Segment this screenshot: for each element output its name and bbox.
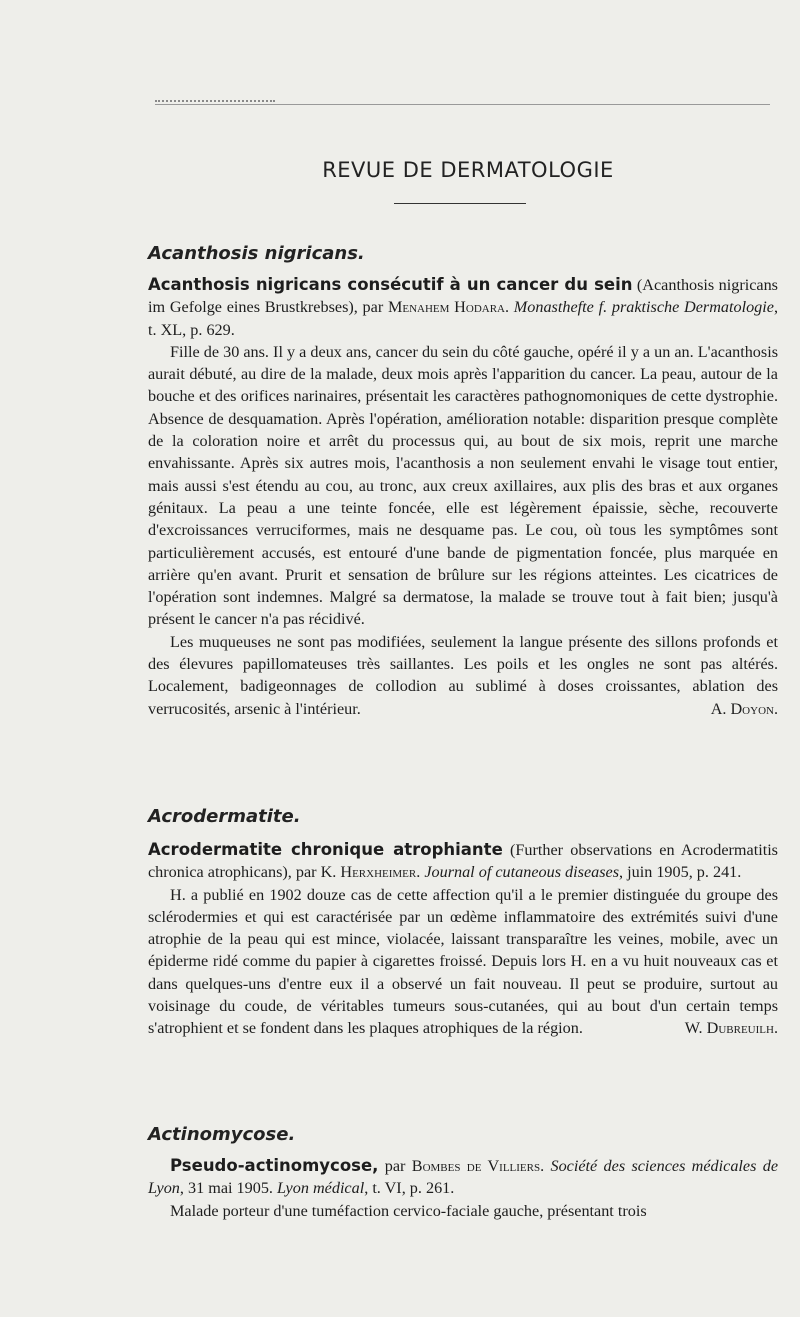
article-title: Acanthosis nigricans consécutif à un cancer du sein <box>148 275 633 294</box>
article-author: Menahem Hodara <box>387 298 505 317</box>
article-signature: A. Doyon. <box>710 699 778 718</box>
article-citation: Pseudo-actinomycose, par Bombes de Villiers. Société des sciences médicales de Lyon, 31 mai 1905. Lyon médical, t. VI, p. 261. <box>148 1156 779 1198</box>
article-title: Acrodermatite chronique atrophiante <box>148 840 503 859</box>
running-head-dots <box>155 100 275 102</box>
running-head-rule <box>155 104 770 105</box>
article-acrodermatite <box>148 839 778 1040</box>
article-paragraph: H. a publié en 1902 douze cas de cette affection qu'il a le premier distinguée du groupe des sclérodermies et qui est caractérisée par un œdème inflammatoire des extrémités suivi d'une atrophie de la peau qui est mince, violacée, laissant transparaître les veines, mobile, avec un épiderme ridé comme du papier à cigarettes froissé. Depuis lors H. en a vu huit nouveaux cas et dans quelques-uns d'entre eux il a observé un fait nouveau. Il peut se produire, surtout au voisinage du coude, de véritables tumeurs sous-cutanées, qui au bout d'un certain temps s'atrophient et se fondent dans les plaques atrophiques de la région. W. Dubreuilh. <box>148 884 778 1040</box>
section-heading-acanthosis: Acanthosis nigricans. <box>148 243 365 264</box>
section-heading-actinomycose: Actinomycose. <box>148 1124 296 1145</box>
article-paragraph: Les muqueuses ne sont pas modifiées, seulement la langue présente des sillons profonds et des élevures papillomateuses très saillantes. Les poils et les ongles ne sont pas altérés. Localement, badigeonnages de collodion au sublimé à doses croissantes, ablation des verrucosités, arsenic à l'intérieur. A. Doyon. <box>148 631 778 720</box>
article-paragraph: Malade porteur d'une tuméfaction cervico-faciale gauche, présentant trois <box>170 1201 647 1220</box>
journal-name: Monasthefte f. praktische Dermatologie <box>513 298 774 317</box>
page-title: REVUE DE DERMATOLOGIE <box>322 158 614 182</box>
journal-name-2: Lyon médical <box>277 1179 365 1198</box>
article-title: Pseudo-actinomycose, <box>170 1156 379 1175</box>
article-citation: Acrodermatite chronique atrophiante (Further observations en Acrodermatitis chronica atrophicans), par K. Herxheimer. Journal of cutaneous diseases, juin 1905, p. 241. <box>148 840 778 882</box>
title-rule <box>394 203 526 204</box>
article-actinomycose <box>148 1155 778 1222</box>
article-author: Herxheimer <box>340 863 417 882</box>
journal-name: Journal of cutaneous diseases <box>424 863 620 882</box>
article-signature: W. Dubreuilh. <box>684 1019 778 1038</box>
article-author: Bombes de Villiers <box>411 1157 541 1175</box>
journal-name: Société des sciences médicales de Lyon <box>148 1157 779 1198</box>
article-paragraph: Fille de 30 ans. Il y a deux ans, cancer du sein du côté gauche, opéré il y a un an. L'acanthosis aurait débuté, au dire de la malade, deux mois après l'apparition du cancer. La peau, autour de la bouche et des orifices narinaires, présentait les caractères pathognomoniques de cette dystrophie. Absence de desquamation. Après l'opération, amélioration notable: disparition presque complète de la coloration noire et arrêt du processus qui, au bout de six mois, reprit une marche envahissante. Après six autres mois, l'acanthosis a non seulement envahi le visage tout entier, mais aussi s'est étendu au cou, au tronc, aux creux axillaires, aux plis des bras et aux organes génitaux. La peau a une teinte foncée, elle est légèrement épaissie, sèche, recouverte d'excroissances verruciformes, mais ne desquame pas. Le cou, où tous les symptômes sont particulièrement accusés, est entouré d'une bande de pigmentation foncée, plus marquée en arrière qu'en avant. Prurit et sensation de brûlure sur les régions atteintes. Les cicatrices de l'opération sont indemnes. Malgré sa dermatose, la malade se trouve tout à fait bien; jusqu'à présent le cancer n'a pas récidivé. <box>148 342 778 629</box>
article-acanthosis <box>148 274 778 720</box>
section-heading-acrodermatite: Acrodermatite. <box>148 806 301 827</box>
article-citation: Acanthosis nigricans consécutif à un cancer du sein (Acanthosis nigricans im Gefolge eines Brustkrebses), par Menahem Hodara. Monasthefte f. praktische Dermatologie, t. XL, p. 629. <box>148 275 779 339</box>
